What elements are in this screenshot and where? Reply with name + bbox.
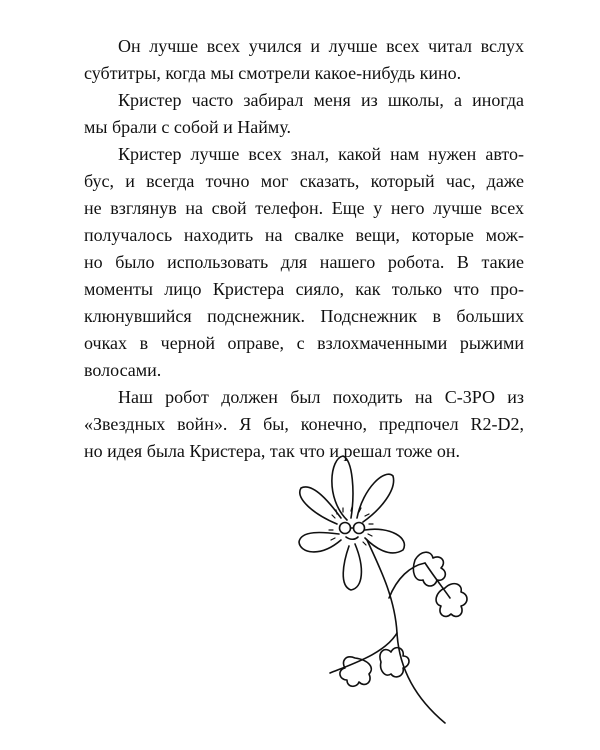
text-line: «Звездных войн». Я бы, конечно, предпочел R2-D2, (84, 414, 524, 434)
text-line: Кристер часто забирал меня из школы, а иногда (118, 90, 524, 110)
body-text (84, 33, 524, 465)
text-line: мы брали с собой и Найму. (84, 117, 292, 137)
text-line: Он лучше всех учился и лучше всех читал вслух (118, 36, 524, 56)
text-line: но идея была Кристера, так что и решал тоже он. (84, 441, 461, 461)
text-line: субтитры, когда мы смотрели какое-нибудь кино. (84, 63, 462, 83)
text-line: не взглянув на свой телефон. Еще у него лучше всех (84, 198, 524, 218)
paragraph-2 (84, 87, 524, 141)
text-line: моменты лицо Кристера сияло, как только что про- (84, 279, 524, 299)
text-line: очках в черной оправе, с взлохмаченными рыжими (84, 333, 524, 353)
text-line: Наш робот должен был походить на С-3РО из (118, 387, 524, 407)
text-line: получалось находить на свалке вещи, которые мож- (84, 225, 524, 245)
text-line: но было использовать для нашего робота. В такие (84, 252, 524, 272)
text-line: бус, и всегда точно мог сказать, который час, даже (84, 171, 524, 191)
text-line: Кристер лучше всех знал, какой нам нужен авто- (118, 144, 524, 164)
paragraph-1 (84, 33, 524, 87)
text-line: клюнувшийся подснежник. Подснежник в больших (84, 306, 524, 326)
paragraph-3 (84, 141, 524, 384)
flower-with-glasses-icon (285, 448, 505, 738)
text-line: волосами. (84, 360, 162, 380)
flower-illustration (285, 448, 505, 738)
